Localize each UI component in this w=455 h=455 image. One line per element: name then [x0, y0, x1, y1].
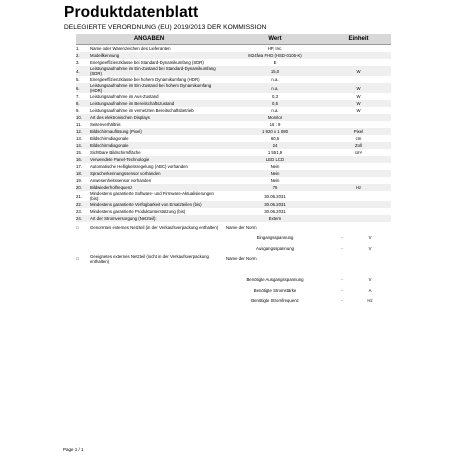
row-number: 1.: [76, 46, 80, 51]
document-title: Produktdatenblatt: [64, 4, 199, 21]
table-row: [76, 52, 391, 59]
psu-external-output-value: -: [341, 245, 343, 251]
table-row: [76, 66, 391, 76]
psu-external-output-unit: V: [368, 245, 372, 251]
table-row: [76, 76, 391, 83]
row-value: LED LCD: [224, 156, 326, 163]
psu-suitable-freq-unit: Hz: [367, 298, 373, 304]
checkbox-icon: □: [76, 224, 79, 230]
row-unit: [326, 215, 391, 222]
psu-suitable-outv-cell: [326, 275, 391, 286]
checkbox-icon: □: [76, 256, 79, 262]
row-number: 10.: [76, 114, 88, 121]
row-unit: W: [326, 66, 391, 76]
table-row: [76, 135, 391, 142]
psu-external-output-label: Ausgangsspannung: [256, 245, 294, 251]
psu-external-row: [76, 222, 391, 233]
row-unit: Zoll: [326, 142, 391, 149]
row-value: 30.06.2031: [224, 201, 326, 208]
table-row: [76, 177, 391, 184]
row-number: 4.: [76, 66, 88, 76]
psu-external-name-label: Name der Norm: [226, 224, 257, 230]
row-value: 0,3: [272, 94, 278, 99]
row-unit: [326, 59, 391, 66]
psu-external-name-value: [326, 222, 391, 233]
table-row: [76, 208, 391, 215]
row-label: Name oder Warenzeichen des Lieferanten: [90, 46, 171, 51]
psu-external-output-row: [76, 243, 391, 254]
row-value: n.a.: [271, 108, 279, 113]
row-unit: [326, 163, 391, 170]
row-unit: Pixel: [326, 128, 391, 135]
row-unit: [326, 52, 391, 59]
row-value: 16 : 9: [269, 122, 281, 127]
table-row: [76, 215, 391, 222]
row-unit: [326, 121, 391, 128]
table-row: [76, 142, 391, 149]
table-row: [76, 121, 391, 128]
row-unit: [326, 156, 391, 163]
row-number: 12.: [76, 128, 88, 135]
row-label: Modellkennung: [88, 52, 224, 59]
row-number: 11.: [76, 122, 82, 127]
row-label: Automatische Helligkeitsregelung (ABC) vorhanden: [90, 164, 188, 169]
psu-external-input-cell: [326, 233, 391, 244]
row-label: Bildwiederholfrequenz: [88, 184, 224, 191]
row-label: Bildschirmdiagonale: [90, 136, 129, 141]
table-row: [76, 149, 391, 156]
row-number: 23.: [76, 209, 82, 214]
psu-suitable-outv-label: Benötigte Ausgangsspannung: [246, 277, 304, 283]
row-value: 75: [224, 184, 326, 191]
table-row: [76, 59, 391, 66]
psu-spacer-row: [76, 264, 391, 275]
row-unit: [326, 201, 391, 208]
psu-suitable-current-label: Benötigte Stromstärke: [253, 287, 297, 293]
table-row: [76, 114, 391, 121]
row-value: Nein: [270, 164, 280, 169]
header-einheit: Einheit: [326, 34, 391, 45]
row-unit: [326, 191, 391, 201]
row-value: 15,0: [224, 66, 326, 76]
psu-external-output-cell: [326, 243, 391, 254]
row-value: 1 551,9: [267, 150, 283, 155]
psu-suitable-label: Geeignetes externes Netzteil (nicht in der Verkaufsverpackung enthalten): [90, 253, 209, 264]
table-row: [76, 93, 391, 100]
table-row: [76, 156, 391, 163]
psu-suitable-freq-row: [76, 296, 391, 307]
table-header-row: [76, 34, 391, 45]
table-row: [76, 107, 391, 114]
psu-external-input-row: [76, 233, 391, 244]
row-unit: [326, 170, 391, 177]
psu-suitable-outv-row: [76, 275, 391, 286]
row-value: n.a.: [224, 83, 326, 93]
row-number: 3.: [76, 60, 80, 65]
psu-suitable-current-cell: [326, 285, 391, 296]
row-number: 19.: [76, 178, 82, 183]
row-label: Art des elektronischen Displays: [88, 114, 224, 121]
row-label: Anwesenheitssensor vorhanden: [90, 178, 152, 183]
row-number: 9.: [76, 108, 80, 113]
psu-suitable-outv-unit: V: [368, 277, 372, 283]
row-value: Extern: [224, 215, 326, 222]
row-label: Bildschirmdiagonale: [88, 142, 224, 149]
row-value: M24fwa FHD (HSD-0105-K): [224, 52, 326, 59]
psu-suitable-outv-value: -: [341, 277, 343, 283]
row-number: 13.: [76, 136, 82, 141]
row-label: Seitenverhältnis: [90, 122, 121, 127]
row-label: Verwendete Panel-Technologie: [88, 156, 224, 163]
psu-suitable-freq-value: -: [341, 298, 343, 304]
row-label: Energieeffizienzklasse bei hohem Dynamikumfang (HDR): [90, 77, 200, 82]
row-label: Energieeffizienzklasse bei Standard-Dynamikumfang (SDR): [90, 60, 204, 65]
row-label: Leistungsaufnahme im Aus-Zustand: [90, 94, 159, 99]
row-number: 24.: [76, 215, 88, 222]
row-value: HP, Inc.: [267, 46, 283, 51]
row-value: 60,5: [270, 136, 280, 141]
table-row: [76, 100, 391, 107]
row-value: Nein: [224, 170, 326, 177]
row-label: Leistungsaufnahme im Ein-Zustand bei Standard-Dynamikumfang (SDR): [88, 66, 224, 76]
row-unit: W: [326, 100, 391, 107]
row-number: 17.: [76, 164, 82, 169]
row-label: Leistungsaufnahme im Ein-Zustand bei hohem Dynamikumfang (HDR): [88, 83, 224, 93]
row-unit: [326, 76, 391, 83]
row-label: Mindestens garantierte Verfügbarkeit von Ersatzteilen (bis): [88, 201, 224, 208]
psu-external-input-unit: V: [368, 235, 372, 241]
psu-external-label: Genormtes externes Netzteil (in der Verkaufsverpackung enthalten): [90, 224, 219, 230]
row-value: 30.06.2031: [264, 193, 286, 199]
row-value: 0,5: [224, 100, 326, 107]
row-unit: [326, 177, 391, 184]
row-number: 8.: [76, 100, 88, 107]
table-row: [76, 184, 391, 191]
table-row: [76, 83, 391, 93]
row-label: Leistungsaufnahme im vernetzten Bereitschaftsbetrieb: [90, 108, 194, 113]
header-angaben: ANGABEN: [76, 34, 224, 45]
row-number: 14.: [76, 142, 88, 149]
row-number: 22.: [76, 201, 88, 208]
row-number: 6.: [76, 83, 88, 93]
row-value: Nein: [270, 178, 280, 183]
row-label: Sichtbare Bildschirmfläche: [90, 150, 141, 155]
row-value: n.a.: [271, 77, 279, 82]
row-unit: W: [356, 94, 361, 99]
header-wert: Wert: [224, 34, 326, 45]
row-number: 7.: [76, 94, 80, 99]
row-unit: [326, 208, 391, 215]
row-number: 21.: [76, 193, 82, 199]
psu-suitable-name-label: Name der Norm: [226, 256, 257, 262]
psu-suitable-current-unit: A: [368, 287, 372, 293]
table-row: [76, 128, 391, 135]
row-unit: W: [326, 83, 391, 93]
row-value: Monitor: [224, 114, 326, 121]
row-label: Leistungsaufnahme im Bereitschaftszustand: [88, 100, 224, 107]
psu-suitable-row: [76, 254, 391, 265]
row-value: 1 920 x 1 080: [224, 128, 326, 135]
row-value: 30.06.2031: [264, 209, 286, 214]
row-number: 18.: [76, 170, 88, 177]
row-number: 5.: [76, 77, 80, 82]
table-row: [76, 191, 391, 201]
row-unit: Hz: [326, 184, 391, 191]
psu-external-input-value: -: [341, 235, 343, 241]
row-unit: [326, 45, 391, 53]
row-label: Art der Stromversorgung (Netzteil):: [88, 215, 224, 222]
psu-suitable-name-value: [326, 254, 391, 265]
table-row: [76, 45, 391, 53]
row-label: Spracherkennungssensor vorhanden: [88, 170, 224, 177]
row-number: 20.: [76, 184, 88, 191]
psu-suitable-freq-cell: [326, 296, 391, 307]
document-subtitle: DELEGIERTE VERORDNUNG (EU) 2019/2013 DER KOMMISSION: [64, 24, 267, 31]
table-row: [76, 163, 391, 170]
row-unit: cm²: [354, 150, 363, 155]
product-data-table: [76, 34, 391, 306]
row-unit: cm: [355, 136, 362, 141]
psu-suitable-current-value: -: [341, 287, 343, 293]
row-unit: W: [356, 108, 361, 113]
row-label: Bildschirmauflösung (Pixel): [88, 128, 224, 135]
row-label: Mindestens garantierte Software- und Firmware-Aktualisierungen (bis):: [90, 191, 214, 201]
row-label: Mindestens garantierte Produktunterstützung (bis): [90, 209, 186, 214]
table-row: [76, 170, 391, 177]
row-value: E: [273, 60, 277, 65]
row-value: 24: [224, 142, 326, 149]
psu-suitable-freq-label: Benötigte Stromfrequenz: [251, 298, 299, 304]
row-number: 2.: [76, 52, 88, 59]
psu-external-input-label: Eingangsspannung: [256, 235, 294, 241]
row-number: 16.: [76, 156, 88, 163]
page-number: Page 1 / 1: [63, 447, 84, 452]
psu-suitable-current-row: [76, 285, 391, 296]
row-number: 15.: [76, 150, 82, 155]
table-row: [76, 201, 391, 208]
row-unit: [326, 114, 391, 121]
